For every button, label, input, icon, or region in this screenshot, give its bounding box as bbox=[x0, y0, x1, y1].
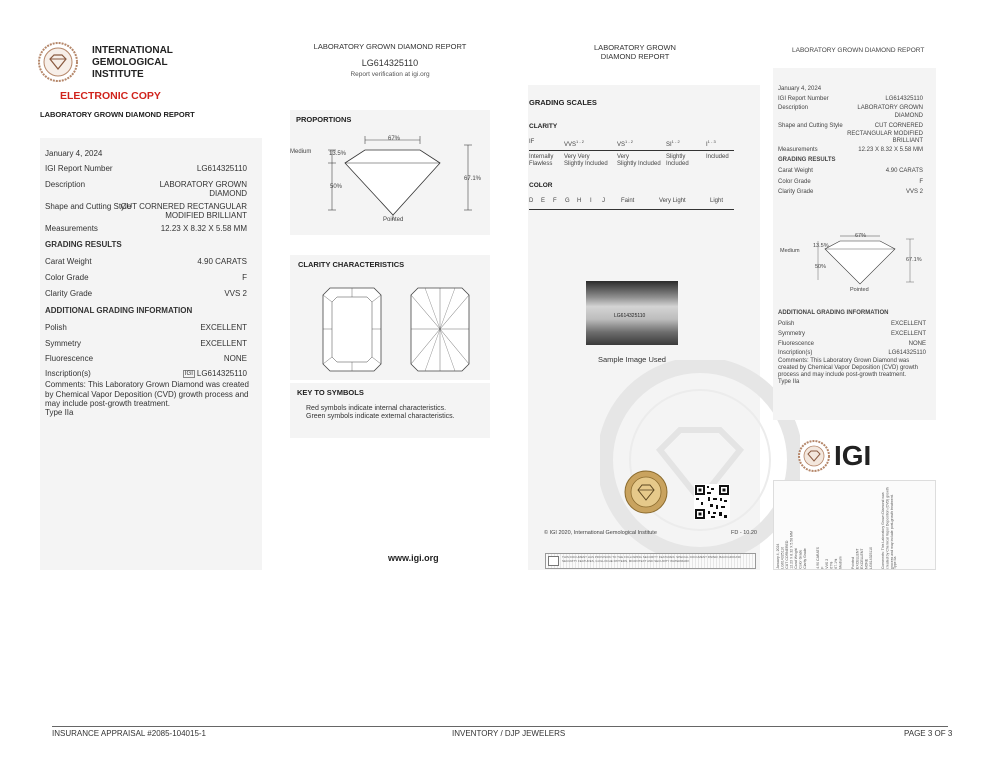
left-report-title: LABORATORY GROWN DIAMOND REPORT bbox=[40, 110, 195, 119]
clarity-scale-vvs: VVS bbox=[564, 142, 577, 148]
clarity-scale-heading: CLARITY bbox=[529, 123, 558, 130]
left-symmetry-label: Symmetry bbox=[45, 339, 81, 348]
far-polish-value: EXCELLENT bbox=[890, 321, 926, 327]
rot-type: Type IIa bbox=[893, 556, 897, 569]
rot-comments: Comments: This Laboratory Grown Diamond was created by Chemical Vapor Deposition (CVD) growth process and may include post-growth treatment. bbox=[881, 487, 894, 569]
rot-symmetry-value: EXCELLENT bbox=[859, 548, 864, 569]
color-scale-i: I bbox=[590, 198, 592, 204]
color-scale-d: D bbox=[529, 198, 534, 204]
institute-name-line3: INSTITUTE bbox=[92, 69, 144, 80]
rot-carat-value: 4.90 CARATS bbox=[815, 547, 820, 569]
far-clarity-value: VVS 2 bbox=[905, 189, 923, 195]
far-shape-line2: RECTANGULAR MODIFIED bbox=[847, 130, 923, 137]
left-inscription-label: Inscription(s) bbox=[45, 369, 91, 378]
far-clarity-label: Clarity Grade bbox=[778, 189, 814, 195]
footer-center: INVENTORY / DJP JEWELERS bbox=[452, 729, 566, 738]
rot-measurements: 12.23 X 8.32 X 5.58 MM bbox=[789, 531, 794, 569]
left-color-label: Color Grade bbox=[45, 273, 89, 282]
clarity-scale-if: IF bbox=[529, 139, 535, 145]
left-shape-line2: MODIFIED BRILLIANT bbox=[165, 211, 247, 220]
clarity-scale-vs: VS bbox=[617, 142, 626, 148]
rot-color-label: Color Grade bbox=[798, 549, 803, 569]
far-carat-label: Carat Weight bbox=[778, 168, 813, 174]
left-polish-label: Polish bbox=[45, 323, 67, 332]
left-report-number-label: IGI Report Number bbox=[45, 164, 113, 173]
plot-diagram-top-view bbox=[322, 287, 382, 377]
rot-inscription-value: LG614325110 bbox=[868, 547, 873, 569]
far-symmetry-label: Symmetry bbox=[778, 331, 805, 337]
rot-date: January 4, 2024 bbox=[776, 543, 780, 569]
far-culet: Pointed bbox=[850, 287, 869, 293]
igi-logo-text: IGI bbox=[834, 440, 872, 471]
mid-crown-pct: 13.5% bbox=[329, 151, 347, 157]
clarity-desc-si-2: Included bbox=[666, 160, 689, 167]
left-inscription-value: LG614325110 bbox=[196, 369, 247, 378]
institute-name-line2: GEMOLOGICAL bbox=[92, 57, 168, 68]
right-header-line1: LABORATORY GROWN bbox=[594, 43, 676, 52]
rot-table-pct: 67% bbox=[829, 561, 833, 569]
clarity-characteristics-heading: CLARITY CHARACTERISTICS bbox=[298, 260, 405, 269]
far-shape-line1: CUT CORNERED bbox=[874, 123, 923, 129]
far-measurements: 12.23 X 8.32 X 5.58 MM bbox=[858, 147, 923, 153]
color-scale-h: H bbox=[577, 198, 582, 204]
left-fluorescence-label: Fluorescence bbox=[45, 354, 94, 363]
clarity-desc-vvs-2: Slightly Included bbox=[564, 160, 608, 167]
color-scale-rule bbox=[529, 209, 734, 210]
rot-color-value: F bbox=[820, 566, 824, 569]
far-report-number-label: IGI Report Number bbox=[778, 96, 829, 102]
far-crown-pct: 13.5% bbox=[813, 243, 829, 249]
far-pavilion-pct: 50% bbox=[815, 264, 827, 270]
key-to-symbols-heading: KEY TO SYMBOLS bbox=[297, 388, 364, 397]
mid-culet: Pointed bbox=[383, 217, 404, 223]
left-measurements: 12.23 X 8.32 X 5.58 MM bbox=[160, 224, 247, 233]
mid-verification: Report verification at igi.org bbox=[350, 71, 430, 78]
far-fluorescence-label: Fluorescence bbox=[778, 341, 815, 347]
gold-seal-icon bbox=[624, 470, 668, 519]
clarity-scale-i: I bbox=[706, 142, 708, 148]
left-comments: Comments: This Laboratory Grown Diamond was created by Chemical Vapor Deposition (CVD) growth process and may include post-growth treatment. bbox=[45, 380, 249, 408]
left-additional-heading: ADDITIONAL GRADING INFORMATION bbox=[45, 306, 193, 315]
left-clarity-value: VVS 2 bbox=[224, 289, 247, 298]
clarity-desc-vvs-1: Very Very bbox=[564, 154, 590, 160]
rot-shape: CUT CORNERED bbox=[785, 540, 789, 569]
far-carat-value: 4.90 CARATS bbox=[885, 168, 923, 174]
left-report-panel bbox=[40, 138, 262, 570]
far-inscription-label: Inscription(s) bbox=[778, 350, 813, 356]
far-description-line1: LABORATORY GROWN bbox=[857, 105, 923, 111]
far-shape-line3: BRILLIANT bbox=[892, 138, 923, 144]
left-shape-label: Shape and Cutting Style bbox=[45, 202, 132, 211]
key-red-text: Red symbols indicate internal characteristics. bbox=[306, 405, 447, 412]
security-strip-text: THIS DOCUMENT HAS PROVISION TO THE FOLLOWING SECURITY FEATURES: SPECIAL DOCUMENT PAPER, BACKGROUND SECURITY FEATURES, GUILLOCHE PATTERN, MICROTEXT AND SECURITY WATERMARK bbox=[562, 555, 741, 563]
far-table-pct: 67% bbox=[855, 233, 867, 239]
igi-seal-logo bbox=[38, 42, 78, 82]
far-report-number: LG614325110 bbox=[885, 96, 923, 102]
left-description-label: Description bbox=[45, 180, 86, 189]
clarity-desc-if-1: Internally bbox=[529, 154, 554, 160]
left-polish-value: EXCELLENT bbox=[200, 323, 247, 332]
right-header-line2: DIAMOND REPORT bbox=[600, 52, 670, 61]
left-report-number: LG614325110 bbox=[196, 164, 247, 173]
sample-inscription-image bbox=[586, 281, 678, 345]
form-code: FD - 10.20 bbox=[731, 530, 757, 536]
mid-girdle: Medium bbox=[290, 149, 312, 155]
clarity-desc-vs-2: Slightly Included bbox=[617, 160, 661, 167]
far-description-line2: DIAMOND bbox=[894, 112, 923, 119]
security-strip bbox=[545, 553, 756, 569]
mid-pavilion-pct: 50% bbox=[330, 184, 343, 190]
proportions-diagram bbox=[290, 130, 490, 230]
rot-fluorescence-value: NONE bbox=[864, 558, 868, 569]
left-carat-label: Carat Weight bbox=[45, 257, 92, 266]
mid-table-pct: 67% bbox=[388, 136, 401, 142]
security-strip-icon bbox=[548, 556, 559, 566]
qr-code[interactable] bbox=[694, 484, 730, 525]
color-scale-e: E bbox=[541, 198, 546, 204]
far-polish-label: Polish bbox=[778, 321, 795, 327]
clarity-scale-si: SI bbox=[666, 142, 672, 148]
far-date: January 4, 2024 bbox=[778, 86, 822, 92]
color-scale-g: G bbox=[565, 198, 570, 204]
copyright-text: © IGI 2020, International Gemological Institute bbox=[544, 530, 657, 536]
far-header: LABORATORY GROWN DIAMOND REPORT bbox=[792, 47, 925, 54]
far-grading-results-heading: GRADING RESULTS bbox=[778, 157, 836, 163]
left-fluorescence-value: NONE bbox=[223, 354, 247, 363]
color-desc-very-light: Very Light bbox=[659, 198, 686, 204]
far-measurements-label: Measurements bbox=[778, 147, 818, 153]
rot-report-number: LG614325110 bbox=[780, 547, 785, 569]
sample-image-caption: Sample Image Used bbox=[598, 355, 666, 364]
left-clarity-label: Clarity Grade bbox=[45, 289, 93, 298]
igi-mini-icon: IGI bbox=[184, 370, 193, 377]
far-color-label: Color Grade bbox=[778, 179, 811, 185]
left-shape-line1: CUT CORNERED RECTANGULAR bbox=[120, 202, 247, 211]
clarity-desc-si-1: Slightly bbox=[666, 154, 686, 160]
rot-polish-value: EXCELLENT bbox=[855, 548, 859, 569]
mid-report-number: LG614325110 bbox=[361, 58, 419, 68]
proportions-heading: PROPORTIONS bbox=[296, 115, 352, 124]
clarity-desc-if-2: Flawless bbox=[529, 160, 553, 167]
left-description-line1: LABORATORY GROWN bbox=[159, 180, 247, 189]
far-inscription-value: LG614325110 bbox=[888, 350, 926, 356]
far-color-value: F bbox=[919, 179, 923, 185]
rot-clarity-label: Clarity Grade bbox=[803, 548, 807, 569]
clarity-scale-rule bbox=[529, 150, 734, 151]
mid-report-header: LABORATORY GROWN DIAMOND REPORT bbox=[313, 42, 467, 51]
clarity-desc-i-1: Included bbox=[706, 154, 729, 160]
left-color-value: F bbox=[242, 273, 247, 282]
far-symmetry-value: EXCELLENT bbox=[890, 331, 926, 337]
color-scale-j: J bbox=[602, 198, 605, 204]
color-desc-faint: Faint bbox=[621, 198, 635, 204]
far-additional-heading: ADDITIONAL GRADING INFORMATION bbox=[778, 310, 889, 316]
left-type: Type IIa bbox=[45, 408, 74, 417]
institute-name-line1: INTERNATIONAL bbox=[92, 45, 173, 56]
far-comments: Comments: This Laboratory Grown Diamond was created by Chemical Vapor Deposition (CVD) growth process and may include post-growth treatment. bbox=[778, 358, 918, 378]
far-girdle: Medium bbox=[780, 248, 800, 254]
far-shape-label: Shape and Cutting Style bbox=[778, 123, 843, 129]
left-carat-value: 4.90 CARATS bbox=[197, 257, 247, 266]
plot-diagram-bottom-view bbox=[410, 287, 470, 377]
rot-culet: Pointed bbox=[850, 557, 855, 569]
left-description-line2: DIAMOND bbox=[209, 189, 247, 198]
left-date: January 4, 2024 bbox=[45, 149, 103, 158]
footer-right: PAGE 3 OF 3 bbox=[904, 729, 953, 738]
far-fluorescence-value: NONE bbox=[908, 341, 926, 347]
key-green-text: Green symbols indicate external characteristics. bbox=[306, 413, 455, 420]
sample-inscription-text: LG614325110 bbox=[614, 313, 646, 319]
rotated-summary-card bbox=[773, 480, 936, 570]
igi-logo-seal bbox=[798, 440, 830, 477]
color-scale-heading: COLOR bbox=[529, 182, 553, 189]
grading-scales-heading: GRADING SCALES bbox=[529, 98, 597, 107]
color-scale-f: F bbox=[553, 198, 557, 204]
far-depth-pct: 67.1% bbox=[906, 257, 922, 263]
rot-carat-label: Carat Weight bbox=[794, 548, 798, 569]
left-symmetry-value: EXCELLENT bbox=[200, 339, 247, 348]
clarity-desc-vs-1: Very bbox=[617, 154, 630, 160]
rot-girdle: Medium bbox=[838, 556, 842, 569]
footer-divider bbox=[52, 726, 948, 727]
footer-left: INSURANCE APPRAISAL #2085-104015-1 bbox=[52, 729, 207, 738]
website-link[interactable]: www.igi.org bbox=[388, 553, 439, 563]
rot-clarity-value: VVS 2 bbox=[824, 559, 829, 569]
far-type: Type IIa bbox=[778, 379, 800, 385]
left-measurements-label: Measurements bbox=[45, 224, 98, 233]
mid-depth-pct: 67.1% bbox=[464, 176, 482, 182]
color-desc-light: Light bbox=[710, 198, 724, 204]
left-grading-results-heading: GRADING RESULTS bbox=[45, 240, 122, 249]
rot-depth-pct: 67.1% bbox=[833, 559, 838, 569]
far-description-label: Description bbox=[778, 105, 809, 111]
electronic-copy-label: ELECTRONIC COPY bbox=[60, 90, 161, 102]
